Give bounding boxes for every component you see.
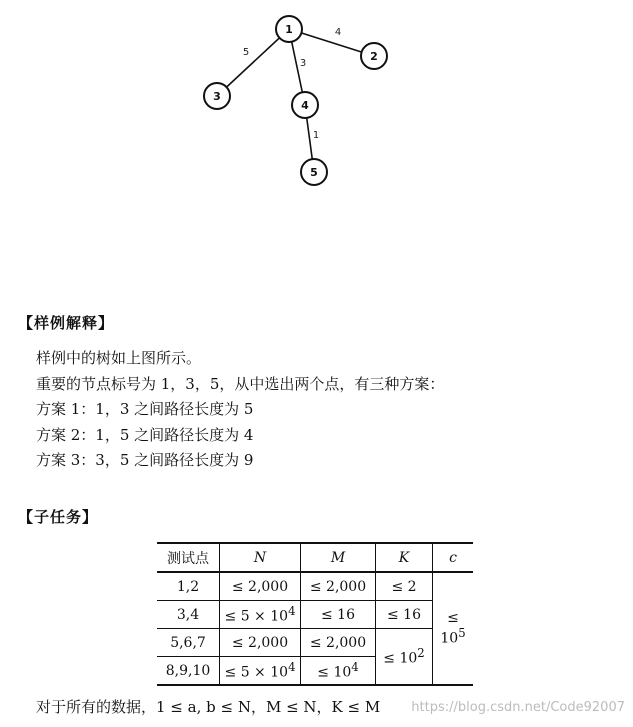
explanation-line: 样例中的树如上图所示。: [36, 349, 202, 367]
subtasks-heading: 【子任务】: [18, 508, 99, 526]
header-tests: 测试点: [157, 543, 220, 572]
cell-k: ≤ 2: [376, 572, 433, 601]
edge-weight-label: 4: [334, 27, 342, 38]
cell-n: ≤ $5 \times 10^4$: [220, 657, 301, 686]
node-label: 1: [285, 23, 293, 36]
tree-node-2: [361, 43, 387, 69]
cell-tests: 1,2: [157, 572, 220, 601]
table-row: [157, 601, 473, 629]
edge-weight-label: 5: [242, 47, 250, 58]
cell-k-merged: ≤ $10^2$: [376, 629, 433, 686]
cell-n: ≤ $5 \times 10^4$: [220, 601, 301, 629]
table-row: [157, 629, 473, 657]
header-m: M: [301, 543, 376, 572]
edge-1-3: [217, 29, 289, 96]
header-k: K: [376, 543, 433, 572]
cell-tests: 3,4: [157, 601, 220, 629]
explanation-line: 重要的节点标号为 1，3，5，从中选出两个点，有三种方案：: [36, 374, 445, 393]
table-header-row: [157, 543, 473, 572]
header-n: N: [220, 543, 301, 572]
constraints-note: 对于所有的数据，1 ≤ a, b ≤ N，M ≤ N，K ≤ M: [36, 698, 381, 716]
explanation-line: 方案 2：1，5 之间路径长度为 4: [36, 425, 254, 444]
cell-m: ≤ $10^4$: [301, 657, 376, 686]
tree-node-3: [204, 83, 230, 109]
node-label: 2: [370, 50, 378, 63]
edge-weight-label: 1: [312, 130, 320, 141]
cell-m: ≤ 2,000: [301, 629, 376, 657]
watermark: https://blog.csdn.net/Code92007: [411, 700, 625, 715]
cell-m: ≤ 16: [301, 601, 376, 629]
cell-tests: 5,6,7: [157, 629, 220, 657]
edge-weight-label: 3: [299, 58, 307, 69]
tree-node-5: [301, 159, 327, 185]
cell-c-merged: ≤ $10^5$: [433, 572, 474, 685]
node-label: 4: [301, 99, 309, 112]
cell-m: ≤ 2,000: [301, 572, 376, 601]
sample-explanation-heading: 【样例解释】: [18, 314, 115, 332]
explanation-line: 方案 1：1，3 之间路径长度为 5: [36, 400, 254, 418]
cell-n: ≤ 2,000: [220, 629, 301, 657]
cell-k: ≤ 16: [376, 601, 433, 629]
cell-tests: 8,9,10: [157, 657, 220, 686]
table-row: [157, 572, 473, 601]
tree-node-4: [292, 92, 318, 118]
sample-explanation-body: [36, 346, 444, 474]
tree-node-1: [276, 16, 302, 42]
header-c: c: [433, 543, 474, 572]
tree-diagram: [0, 0, 633, 200]
subtask-table: [157, 542, 473, 686]
node-label: 5: [310, 166, 318, 179]
explanation-line: 方案 3：3，5 之间路径长度为 9: [36, 451, 254, 469]
cell-n: ≤ 2,000: [220, 572, 301, 601]
node-label: 3: [213, 90, 221, 103]
